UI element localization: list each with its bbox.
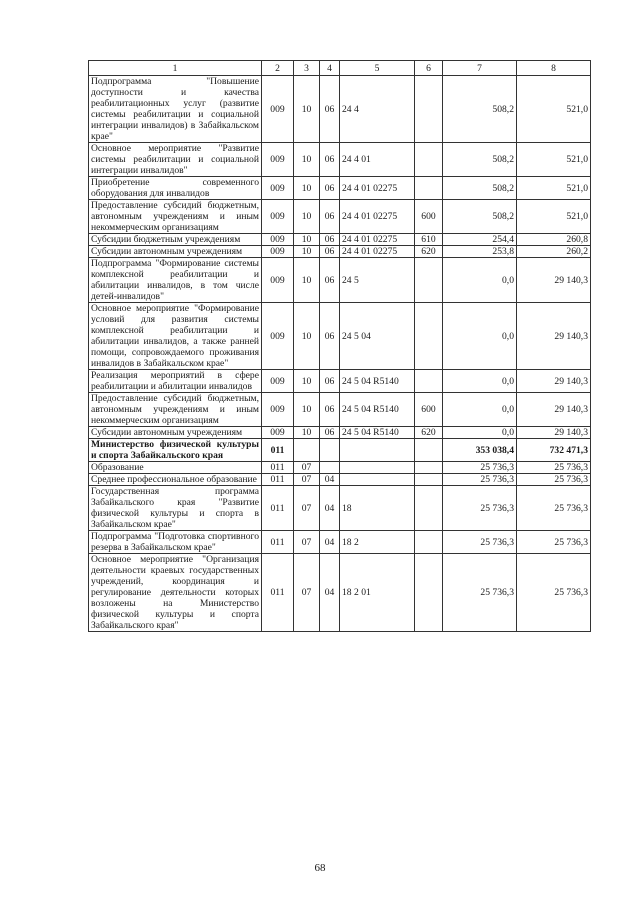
ministry-code: 009 <box>262 143 294 177</box>
amount-year-2: 25 736,3 <box>517 554 591 632</box>
header-cell: 8 <box>517 61 591 76</box>
ministry-code: 009 <box>262 258 294 303</box>
section-code: 10 <box>294 177 320 200</box>
table-row <box>89 439 591 462</box>
target-article-code: 24 5 04 R5140 <box>340 427 415 439</box>
section-code: 07 <box>294 531 320 554</box>
amount-year-2: 260,2 <box>517 246 591 258</box>
section-code: 07 <box>294 474 320 486</box>
target-article-code: 24 5 04 R5140 <box>340 370 415 393</box>
header-cell: 5 <box>340 61 415 76</box>
amount-year-1: 353 038,4 <box>443 439 517 462</box>
target-article-code: 24 5 04 <box>340 303 415 370</box>
target-article-code: 24 4 01 02275 <box>340 234 415 246</box>
target-article-code: 24 4 <box>340 76 415 143</box>
expense-type-code <box>415 554 443 632</box>
expense-type-code: 620 <box>415 427 443 439</box>
amount-year-1: 253,8 <box>443 246 517 258</box>
ministry-code: 009 <box>262 76 294 143</box>
row-name: Министерство физической культуры и спорта Забайкальского края <box>89 439 262 462</box>
section-code: 10 <box>294 200 320 234</box>
amount-year-2: 29 140,3 <box>517 258 591 303</box>
row-name: Основное мероприятие "Развитие системы реабилитации и социальной интеграции инвалидов" <box>89 143 262 177</box>
expense-type-code <box>415 177 443 200</box>
row-name: Приобретение современного оборудования для инвалидов <box>89 177 262 200</box>
amount-year-2: 521,0 <box>517 143 591 177</box>
row-name: Подпрограмма "Подготовка спортивного резерва в Забайкальском крае" <box>89 531 262 554</box>
ministry-code: 011 <box>262 486 294 531</box>
expense-type-code: 620 <box>415 246 443 258</box>
amount-year-1: 25 736,3 <box>443 474 517 486</box>
amount-year-1: 0,0 <box>443 258 517 303</box>
expense-type-code <box>415 370 443 393</box>
subsection-code: 06 <box>320 427 340 439</box>
header-cell: 1 <box>89 61 262 76</box>
expense-type-code <box>415 258 443 303</box>
amount-year-1: 25 736,3 <box>443 554 517 632</box>
expense-type-code <box>415 143 443 177</box>
table-row <box>89 246 591 258</box>
ministry-code: 011 <box>262 554 294 632</box>
subsection-code: 06 <box>320 143 340 177</box>
header-cell: 3 <box>294 61 320 76</box>
row-name: Основное мероприятие "Организация деятельности краевых государственных учреждений, координация и регулирование деятельности которых возложены на Министерство физической культуры и спорта Забайкальского края" <box>89 554 262 632</box>
table-row <box>89 370 591 393</box>
amount-year-2: 260,8 <box>517 234 591 246</box>
amount-year-2: 25 736,3 <box>517 462 591 474</box>
expense-type-code <box>415 303 443 370</box>
amount-year-1: 508,2 <box>443 200 517 234</box>
target-article-code: 18 2 01 <box>340 554 415 632</box>
table-row <box>89 177 591 200</box>
amount-year-1: 508,2 <box>443 143 517 177</box>
subsection-code: 06 <box>320 76 340 143</box>
expense-type-code: 610 <box>415 234 443 246</box>
ministry-code: 009 <box>262 177 294 200</box>
subsection-code: 06 <box>320 177 340 200</box>
header-cell: 7 <box>443 61 517 76</box>
amount-year-2: 25 736,3 <box>517 531 591 554</box>
subsection-code: 06 <box>320 303 340 370</box>
subsection-code: 06 <box>320 370 340 393</box>
target-article-code <box>340 439 415 462</box>
amount-year-1: 0,0 <box>443 370 517 393</box>
target-article-code <box>340 462 415 474</box>
section-code: 10 <box>294 258 320 303</box>
amount-year-2: 29 140,3 <box>517 427 591 439</box>
table-row <box>89 393 591 427</box>
section-code: 07 <box>294 554 320 632</box>
table-row <box>89 303 591 370</box>
section-code: 10 <box>294 76 320 143</box>
amount-year-1: 25 736,3 <box>443 531 517 554</box>
row-name: Предоставление субсидий бюджетным, автономным учреждениям и иным некоммерческим организациям <box>89 393 262 427</box>
table-row <box>89 554 591 632</box>
expense-type-code <box>415 486 443 531</box>
amount-year-1: 25 736,3 <box>443 462 517 474</box>
subsection-code <box>320 439 340 462</box>
amount-year-1: 508,2 <box>443 76 517 143</box>
expense-type-code <box>415 76 443 143</box>
subsection-code: 06 <box>320 246 340 258</box>
target-article-code: 24 5 <box>340 258 415 303</box>
section-code: 10 <box>294 427 320 439</box>
subsection-code: 04 <box>320 486 340 531</box>
ministry-code: 009 <box>262 370 294 393</box>
subsection-code <box>320 462 340 474</box>
target-article-code: 24 4 01 02275 <box>340 177 415 200</box>
amount-year-2: 521,0 <box>517 76 591 143</box>
ministry-code: 009 <box>262 234 294 246</box>
row-name: Подпрограмма "Формирование системы комплексной реабилитации и абилитации инвалидов, в том числе детей-инвалидов" <box>89 258 262 303</box>
row-name: Подпрограмма "Повышение доступности и качества реабилитационных услуг (развитие системы реабилитации и социальной интеграции инвалидов) в Забайкальском крае" <box>89 76 262 143</box>
section-code: 07 <box>294 486 320 531</box>
target-article-code: 18 <box>340 486 415 531</box>
amount-year-1: 25 736,3 <box>443 486 517 531</box>
target-article-code: 24 4 01 <box>340 143 415 177</box>
header-cell: 6 <box>415 61 443 76</box>
amount-year-1: 0,0 <box>443 393 517 427</box>
budget-table <box>88 60 591 632</box>
section-code: 10 <box>294 234 320 246</box>
header-cell: 4 <box>320 61 340 76</box>
expense-type-code <box>415 474 443 486</box>
table-row <box>89 474 591 486</box>
amount-year-2: 521,0 <box>517 177 591 200</box>
ministry-code: 011 <box>262 439 294 462</box>
table-row <box>89 76 591 143</box>
amount-year-1: 0,0 <box>443 303 517 370</box>
ministry-code: 011 <box>262 474 294 486</box>
ministry-code: 011 <box>262 462 294 474</box>
section-code: 10 <box>294 303 320 370</box>
ministry-code: 009 <box>262 246 294 258</box>
row-name: Реализация мероприятий в сфере реабилитации и абилитации инвалидов <box>89 370 262 393</box>
table-row <box>89 427 591 439</box>
table-row <box>89 143 591 177</box>
subsection-code: 06 <box>320 393 340 427</box>
section-code: 10 <box>294 393 320 427</box>
target-article-code: 24 4 01 02275 <box>340 200 415 234</box>
amount-year-2: 521,0 <box>517 200 591 234</box>
subsection-code: 06 <box>320 200 340 234</box>
ministry-code: 009 <box>262 427 294 439</box>
target-article-code: 18 2 <box>340 531 415 554</box>
ministry-code: 009 <box>262 303 294 370</box>
amount-year-1: 0,0 <box>443 427 517 439</box>
row-name: Предоставление субсидий бюджетным, автономным учреждениям и иным некоммерческим организациям <box>89 200 262 234</box>
row-name: Основное мероприятие "Формирование условий для развития системы комплексной реабилитации и абилитации инвалидов, а также ранней помощи, сопровождаемого проживания инвалидов в Забайкальском крае" <box>89 303 262 370</box>
amount-year-2: 29 140,3 <box>517 303 591 370</box>
target-article-code: 24 5 04 R5140 <box>340 393 415 427</box>
subsection-code: 04 <box>320 531 340 554</box>
table-row <box>89 486 591 531</box>
target-article-code: 24 4 01 02275 <box>340 246 415 258</box>
ministry-code: 009 <box>262 393 294 427</box>
table-row <box>89 200 591 234</box>
subsection-code: 06 <box>320 234 340 246</box>
table-body <box>89 61 591 632</box>
expense-type-code <box>415 439 443 462</box>
header-row <box>89 61 591 76</box>
row-name: Государственная программа Забайкальского края "Развитие физической культуры и спорта в Забайкальском крае" <box>89 486 262 531</box>
expense-type-code <box>415 531 443 554</box>
table-row <box>89 531 591 554</box>
section-code: 10 <box>294 246 320 258</box>
amount-year-1: 508,2 <box>443 177 517 200</box>
table-row <box>89 258 591 303</box>
section-code: 07 <box>294 462 320 474</box>
expense-type-code: 600 <box>415 200 443 234</box>
row-name: Субсидии автономным учреждениям <box>89 246 262 258</box>
subsection-code: 04 <box>320 474 340 486</box>
page-number: 68 <box>314 862 326 874</box>
ministry-code: 009 <box>262 200 294 234</box>
expense-type-code: 600 <box>415 393 443 427</box>
row-name: Образование <box>89 462 262 474</box>
section-code: 10 <box>294 370 320 393</box>
header-cell: 2 <box>262 61 294 76</box>
amount-year-2: 25 736,3 <box>517 486 591 531</box>
row-name: Субсидии автономным учреждениям <box>89 427 262 439</box>
subsection-code: 04 <box>320 554 340 632</box>
subsection-code: 06 <box>320 258 340 303</box>
ministry-code: 011 <box>262 531 294 554</box>
amount-year-2: 732 471,3 <box>517 439 591 462</box>
table-row <box>89 462 591 474</box>
section-code <box>294 439 320 462</box>
amount-year-2: 25 736,3 <box>517 474 591 486</box>
amount-year-2: 29 140,3 <box>517 370 591 393</box>
amount-year-1: 254,4 <box>443 234 517 246</box>
section-code: 10 <box>294 143 320 177</box>
target-article-code <box>340 474 415 486</box>
amount-year-2: 29 140,3 <box>517 393 591 427</box>
row-name: Субсидии бюджетным учреждениям <box>89 234 262 246</box>
expense-type-code <box>415 462 443 474</box>
table-row <box>89 234 591 246</box>
row-name: Среднее профессиональное образование <box>89 474 262 486</box>
